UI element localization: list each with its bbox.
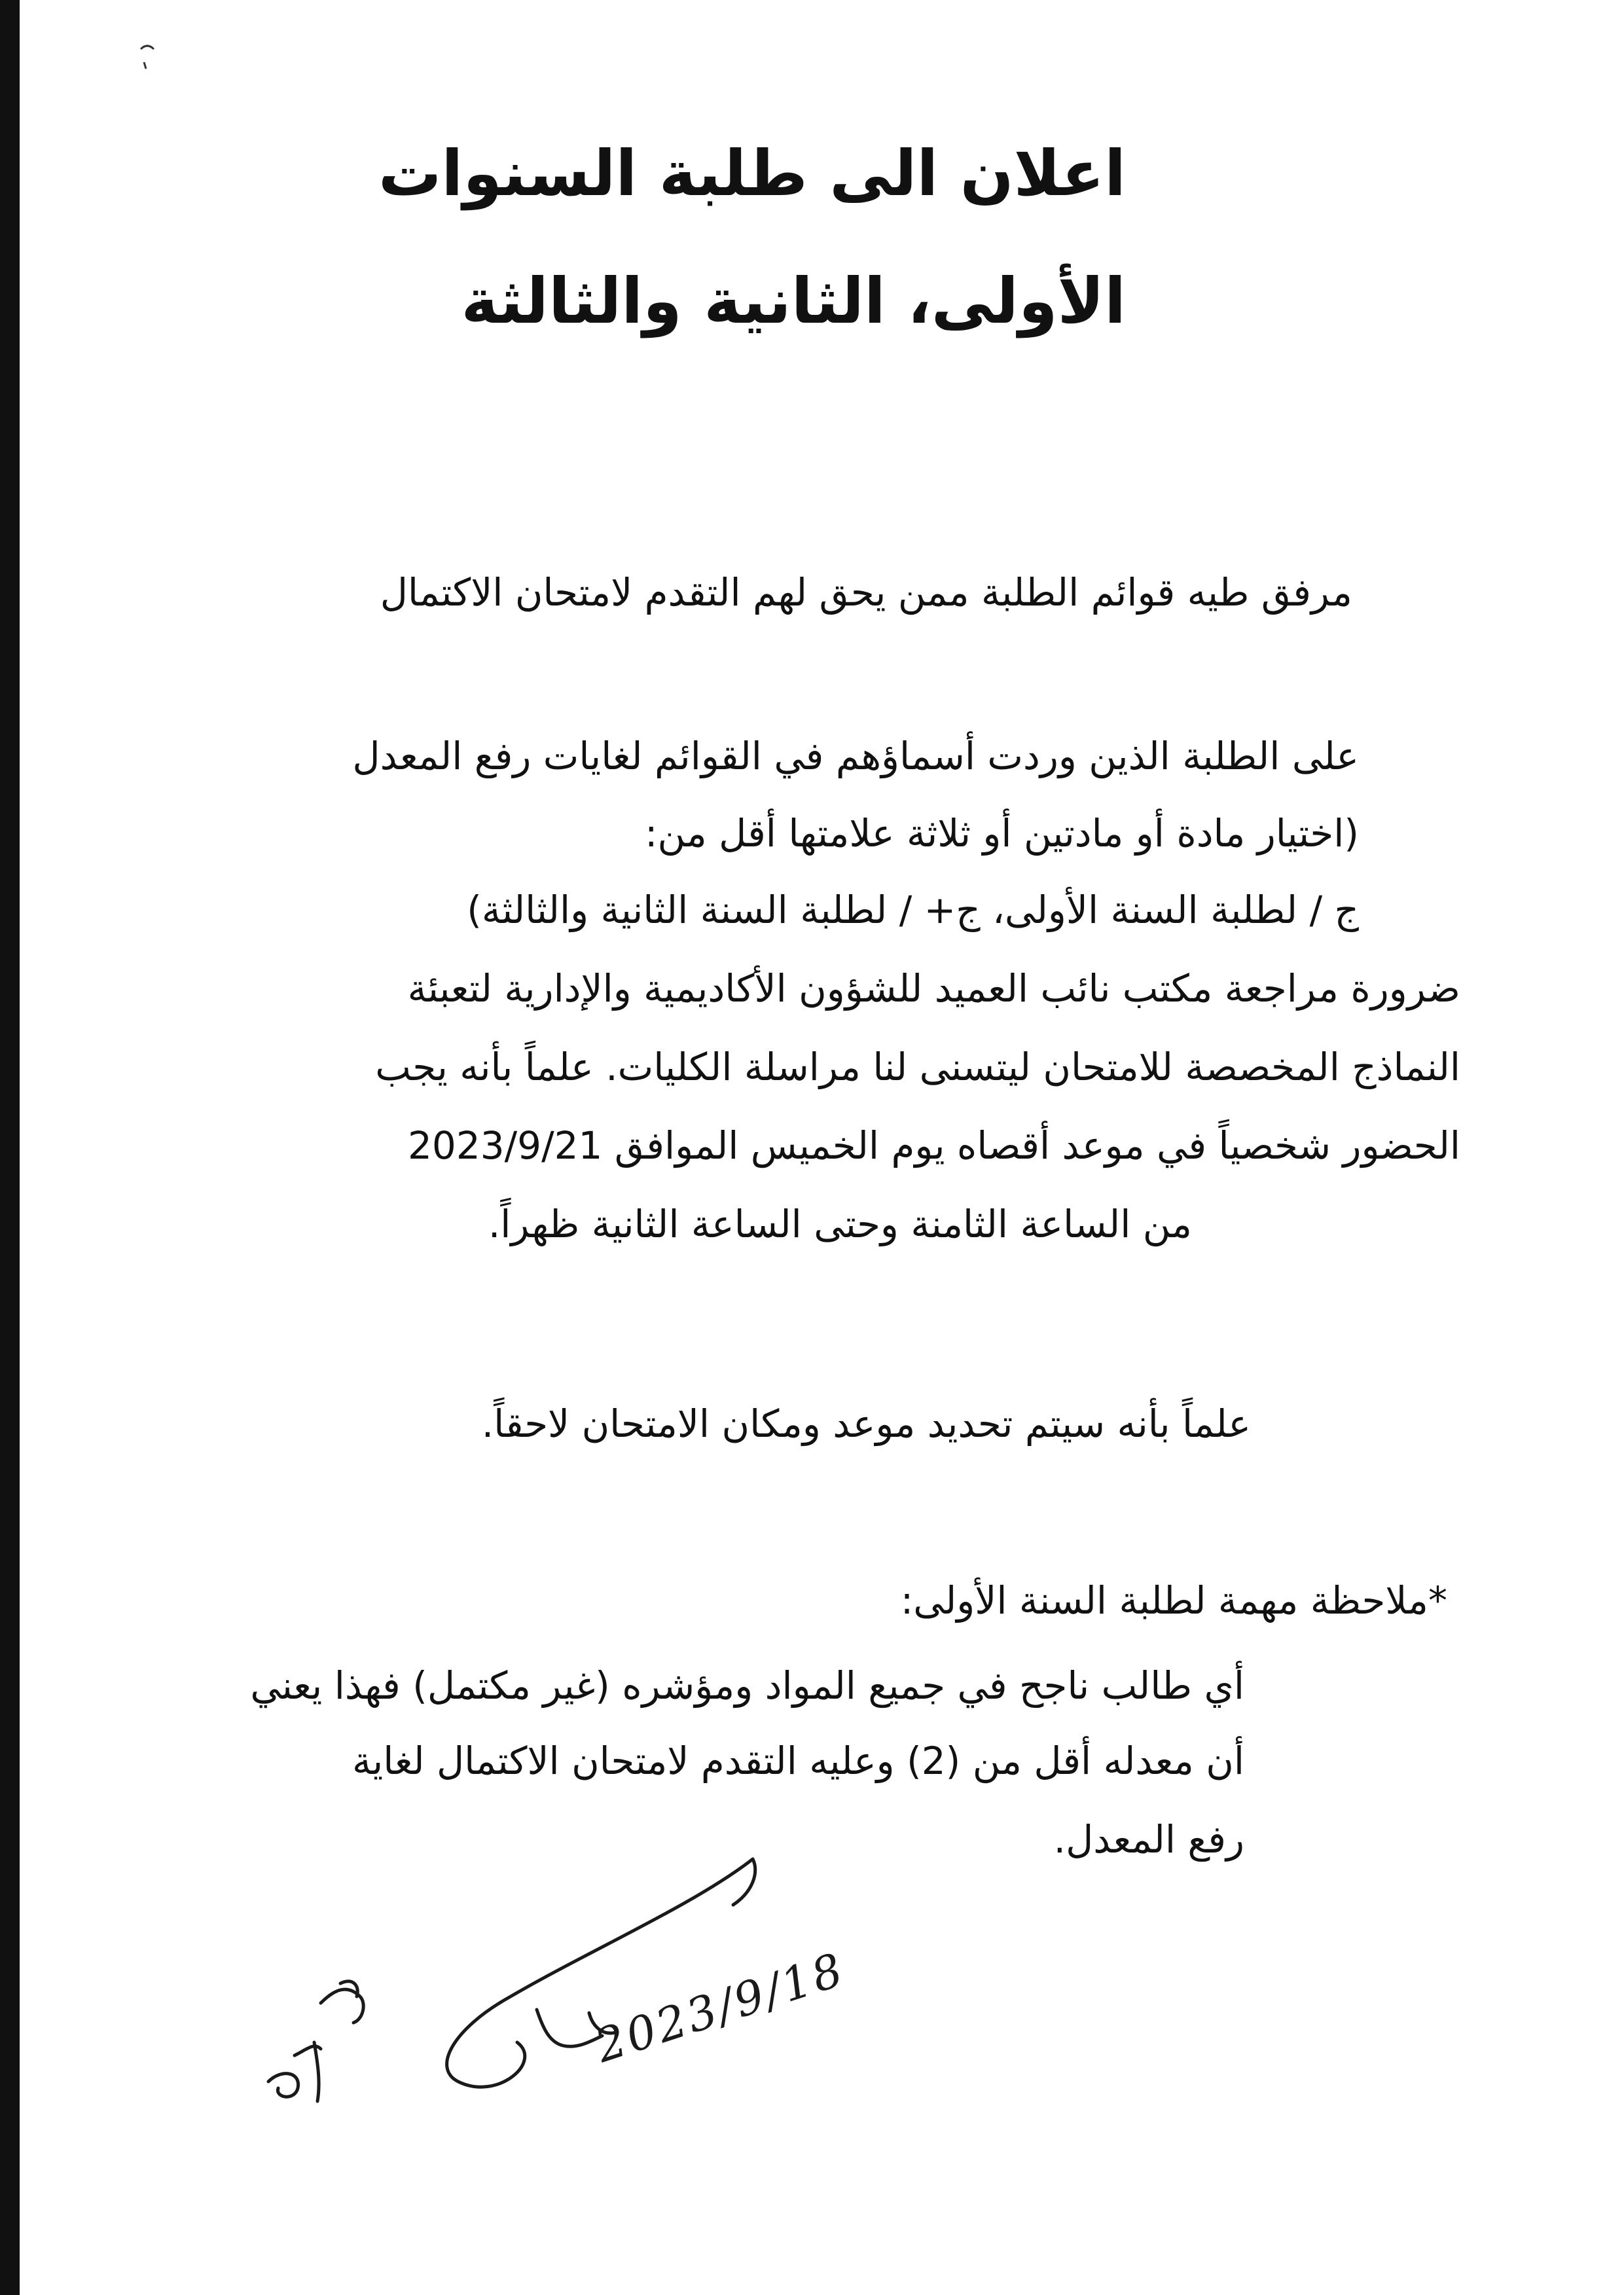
intro-paragraph: مرفق طيه قوائم الطلبة ممن يحق لهم التقدم لامتحان الاكتمال <box>380 570 1352 615</box>
instruction-line: ضرورة مراجعة مكتب نائب العميد للشؤون الأكاديمية والإدارية لتعبئة <box>407 966 1460 1011</box>
instruction-line: (اختيار مادة أو مادتين أو ثلاثة علامتها أقل من: <box>644 811 1359 856</box>
scan-speck <box>128 29 167 82</box>
note-line: أن معدله أقل من (2) وعليه التقدم لامتحان الاكتمال لغاية <box>352 1739 1244 1783</box>
instruction-line: ج / لطلبة السنة الأولى، ج+ / لطلبة السنة الثانية والثالثة) <box>467 888 1359 932</box>
scan-edge <box>0 0 20 2295</box>
instruction-line: من الساعة الثامنة وحتى الساعة الثانية ظهراً. <box>488 1202 1192 1246</box>
note-line: رفع المعدل. <box>1053 1817 1244 1862</box>
instruction-line: على الطلبة الذين وردت أسماؤهم في القوائم لغايات رفع المعدل <box>352 734 1359 778</box>
exam-notice: علماً بأنه سيتم تحديد موعد ومكان الامتحان لاحقاً. <box>481 1401 1251 1446</box>
note-line: أي طالب ناجح في جميع المواد ومؤشره (غير مكتمل) فهذا يعني <box>250 1663 1244 1708</box>
note-heading: *ملاحظة مهمة لطلبة السنة الأولى: <box>900 1578 1447 1623</box>
instruction-line: الحضور شخصياً في موعد أقصاه يوم الخميس الموافق 2023/9/21 <box>408 1123 1460 1168</box>
instruction-line: النماذج المخصصة للامتحان ليتسنى لنا مراسلة الكليات. علماً بأنه يجب <box>375 1045 1460 1089</box>
announcement-title-line-2: الأولى، الثانية والثالثة <box>461 264 1126 338</box>
signature-date: 2023/9/18 <box>588 1942 852 2074</box>
announcement-title-line-1: اعلان الى طلبة السنوات <box>378 137 1126 210</box>
